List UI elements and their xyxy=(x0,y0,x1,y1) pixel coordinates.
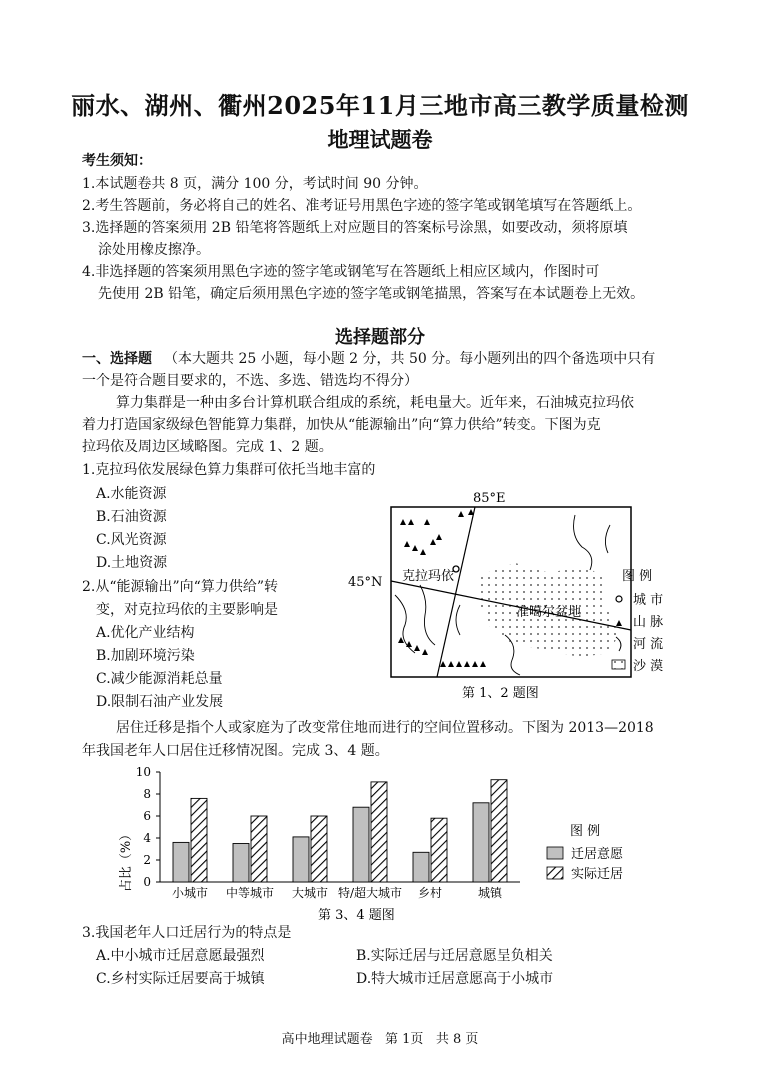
y-tick-label: 2 xyxy=(143,853,151,867)
question-stem: 1.克拉玛依发展绿色算力集群可依托当地丰富的 xyxy=(82,462,376,478)
option: A.水能资源 xyxy=(96,486,167,502)
legend-swatch-will xyxy=(547,847,563,859)
chart-caption: 第 3、4 题图 xyxy=(318,908,395,923)
x-tick-label: 大城市 xyxy=(291,886,329,900)
map-legend-title: 图 例 xyxy=(622,569,653,584)
question-stem: 2.从“能源输出”向“算力供给”转 xyxy=(82,579,278,595)
legend-desert-icon xyxy=(612,660,625,669)
bar-actual xyxy=(191,798,207,882)
chart-legend-title: 图 例 xyxy=(570,824,601,839)
x-tick-label: 小城市 xyxy=(171,886,209,900)
exam-subtitle: 地理试题卷 xyxy=(327,127,433,152)
question-stem: 3.我国老年人口迁居行为的特点是 xyxy=(82,925,292,941)
lat-label: 45°N xyxy=(348,575,383,590)
notice-item: 4.非选择题的答案须用黑色字迹的签字笔或钢笔写在答题纸上相应区域内，作图时可 xyxy=(82,264,600,280)
option: B.实际迁居与迁居意愿呈负相关 xyxy=(356,948,553,964)
bar-will xyxy=(173,842,189,882)
legend-item: 山 脉 xyxy=(633,615,664,630)
y-tick-label: 6 xyxy=(143,809,151,823)
legend-city-icon xyxy=(616,596,622,602)
chart-ylabel: 占比（%） xyxy=(119,827,134,893)
bar-will xyxy=(293,837,309,882)
legend-label-actual: 实际迁居 xyxy=(571,867,624,882)
legend-item: 河 流 xyxy=(633,637,664,652)
notice-item: 2.考生答题前，务必将自己的姓名、准考证号用黑色字迹的签字笔或钢笔填写在答题纸上。 xyxy=(82,198,642,214)
option: B.石油资源 xyxy=(96,509,167,525)
x-tick-label: 乡村 xyxy=(417,886,443,900)
bar-actual xyxy=(311,816,327,882)
passage-line: 居住迁移是指个人或家庭为了改变常住地而进行的空间位置移动。下图为 2013—2018 xyxy=(116,720,654,736)
notice-heading: 考生须知： xyxy=(82,153,152,169)
region-map xyxy=(340,485,740,705)
basin-label: 准噶尔盆地 xyxy=(516,605,582,620)
question-stem: 变，对克拉玛依的主要影响是 xyxy=(96,602,278,618)
bar-will xyxy=(233,844,249,883)
bar-actual xyxy=(251,816,267,882)
passage-line: 算力集群是一种由多台计算机联合组成的系统，耗电量大。近年来，石油城克拉玛依 xyxy=(116,395,634,411)
notice-item: 3.选择题的答案须用 2B 铅笔将答题纸上对应题目的答案标号涂黑，如要改动，须将原填 xyxy=(82,220,628,236)
y-tick-label: 8 xyxy=(143,787,151,801)
passage-line: 着力打造国家级绿色智能算力集群，加快从“能源输出”向“算力供给”转变。下图为克 xyxy=(82,417,601,433)
page-footer: 高中地理试题卷 第 1页 共 8 页 xyxy=(281,1032,479,1047)
option: B.加剧环境污染 xyxy=(96,648,195,664)
x-tick-label: 城镇 xyxy=(477,886,503,900)
legend-swatch-actual xyxy=(547,867,563,879)
notice-item: 涂处用橡皮擦净。 xyxy=(98,242,210,258)
option: D.土地资源 xyxy=(96,555,168,571)
notice-item: 1.本试题卷共 8 页，满分 100 分，考试时间 90 分钟。 xyxy=(82,176,428,192)
y-tick-label: 0 xyxy=(143,875,151,889)
option: C.减少能源消耗总量 xyxy=(96,671,223,687)
bar-actual xyxy=(491,780,507,882)
part-label: 一、选择题 xyxy=(82,351,152,367)
legend-item: 沙 漠 xyxy=(633,659,664,674)
passage-line: 年我国老年人口居住迁移情况图。完成 3、4 题。 xyxy=(82,743,389,759)
x-tick-label: 中等城市 xyxy=(225,886,275,900)
y-tick-label: 4 xyxy=(143,831,151,845)
legend-item: 城 市 xyxy=(633,593,664,608)
part-desc: （本大题共 25 小题，每小题 2 分，共 50 分。每小题列出的四个备选项中只有 xyxy=(164,351,656,367)
passage-line: 拉玛依及周边区域略图。完成 1、2 题。 xyxy=(82,439,333,455)
bar-will xyxy=(413,852,429,882)
notice-item: 先使用 2B 铅笔，确定后须用黑色字迹的签字笔或钢笔描黑，答案写在本试题卷上无效。 xyxy=(98,286,645,302)
part-desc: 一个是符合题目要求的，不选、多选、错选均不得分） xyxy=(82,373,418,389)
option: D.特大城市迁居意愿高于小城市 xyxy=(356,971,554,987)
section-title: 选择题部分 xyxy=(335,327,425,348)
lon-label: 85°E xyxy=(473,491,506,506)
map-caption: 第 1、2 题图 xyxy=(462,686,539,701)
option: C.乡村实际迁居要高于城镇 xyxy=(96,971,265,987)
option: A.优化产业结构 xyxy=(96,625,195,641)
bar-actual xyxy=(371,782,387,882)
option: A.中小城市迁居意愿最强烈 xyxy=(96,948,265,964)
option: D.限制石油产业发展 xyxy=(96,694,224,710)
exam-title: 丽水、湖州、衢州2025年11月三地市高三教学质量检测 xyxy=(71,91,689,120)
bar-will xyxy=(353,807,369,882)
migration-bar-chart xyxy=(100,762,660,927)
option: C.风光资源 xyxy=(96,532,167,548)
y-tick-label: 10 xyxy=(135,765,151,779)
bar-will xyxy=(473,803,489,882)
city-label: 克拉玛依 xyxy=(402,569,455,584)
bar-actual xyxy=(431,818,447,882)
x-tick-label: 特/超大城市 xyxy=(337,886,403,900)
legend-label-will: 迁居意愿 xyxy=(571,847,624,862)
